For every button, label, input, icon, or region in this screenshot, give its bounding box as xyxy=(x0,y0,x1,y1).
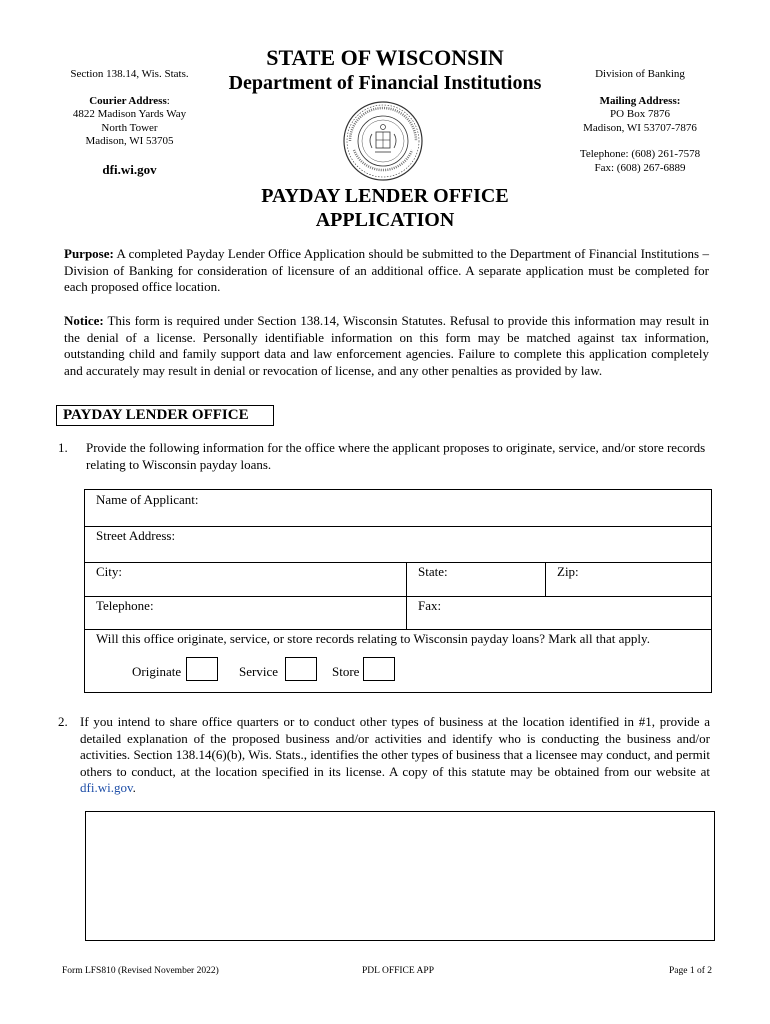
question-1-text: Provide the following information for the office where the applicant proposes to originate, service, and/or store records relating to Wisconsin payday loans. xyxy=(86,440,706,472)
telephone-text: Telephone: (608) 261-7578 xyxy=(579,148,701,160)
city-field[interactable] xyxy=(85,562,406,596)
question-2-text xyxy=(80,714,710,797)
question-number: 1. xyxy=(58,440,68,455)
purpose-text: A completed Payday Lender Office Application should be submitted to the Department of Financial Institutions – Division of Banking for consideration of licensure of an additional office. A separate application must be completed for each proposed office location. xyxy=(64,246,709,294)
purpose-label: Purpose: xyxy=(64,246,114,261)
form-title-line: PAYDAY LENDER OFFICE xyxy=(261,185,509,207)
courier-label: Courier Address xyxy=(89,94,167,107)
telephone-field[interactable] xyxy=(85,596,406,629)
form-title-line: APPLICATION xyxy=(315,209,455,231)
mailing-line: PO Box 7876 xyxy=(610,108,670,120)
street-address-field[interactable] xyxy=(85,526,711,562)
statute-reference: Section 138.14, Wis. Stats. xyxy=(70,68,189,80)
store-label: Store xyxy=(332,664,360,679)
field-label: Telephone: xyxy=(96,598,154,613)
office-info-table xyxy=(84,489,712,693)
fax-text: Fax: (608) 267-6889 xyxy=(594,161,686,174)
form-short-title: PDL OFFICE APP xyxy=(362,966,434,976)
section-header: PAYDAY LENDER OFFICE xyxy=(56,405,274,426)
notice-text: This form is required under Section 138.14, Wisconsin Statutes. Refusal to provide this information may result in the denial of a license. Personally identifiable information on this form may be matched against tax information, outstanding child and family support data and law enforcement agencies. Failure to complete this application completely and accurately may result in denial or revocation of license, and any other penalties as provided by law. xyxy=(64,313,709,378)
field-label: Zip: xyxy=(557,564,579,579)
field-label: State: xyxy=(418,564,448,579)
header-left xyxy=(62,68,197,176)
field-label: Fax: xyxy=(418,598,442,613)
form-id: Form LFS810 (Revised November 2022) xyxy=(62,966,219,976)
question-number: 2. xyxy=(58,714,68,729)
phone-row xyxy=(85,596,711,630)
service-checkbox[interactable] xyxy=(285,657,317,681)
name-row xyxy=(85,490,711,527)
records-question: Will this office originate, service, or store records relating to Wisconsin payday loans? Mark all that apply. xyxy=(96,631,650,646)
courier-line: North Tower xyxy=(101,121,158,134)
question-2-body: If you intend to share office quarters or to conduct other types of business at the location identified in #1, provide a detailed explanation of the proposed business and/or activities and identify who is conducting the business and/or activities. Section 138.14(6)(b), Wis. Stats., identifies the other types of business that a licensee may conduct, and permit others to conduct, at the location specified in its license. A copy of this statute may be obtained from our website at xyxy=(80,714,710,779)
mailing-line: Madison, WI 53707-7876 xyxy=(583,121,697,134)
courier-line: 4822 Madison Yards Way xyxy=(72,108,187,120)
purpose-paragraph xyxy=(64,246,709,296)
notice-paragraph xyxy=(64,313,709,379)
business-explanation-textarea[interactable] xyxy=(85,811,715,941)
question-2-end: . xyxy=(132,780,136,795)
field-label: City: xyxy=(96,564,123,579)
name-of-applicant-field[interactable] xyxy=(85,490,711,526)
website-link[interactable]: dfi.wi.gov xyxy=(80,780,133,795)
notice-label: Notice: xyxy=(64,313,104,328)
service-label: Service xyxy=(239,664,278,679)
state-seal-icon xyxy=(342,100,424,182)
zip-field[interactable] xyxy=(545,562,711,596)
website-text: dfi.wi.gov xyxy=(102,161,157,177)
department-title: Department of Financial Institutions xyxy=(228,72,542,94)
courier-address: Courier Address: 4822 Madison Yards Way North Tower Madison, WI 53705 xyxy=(62,95,197,149)
city-row xyxy=(85,562,711,597)
page-number: Page 1 of 2 xyxy=(668,966,712,976)
state-field[interactable] xyxy=(406,562,545,596)
field-label: Name of Applicant: xyxy=(96,492,199,507)
state-title: STATE OF WISCONSIN xyxy=(266,45,504,70)
originate-label: Originate xyxy=(132,664,182,679)
division-name: Division of Banking xyxy=(595,68,685,80)
header-right xyxy=(570,68,710,175)
courier-line: Madison, WI 53705 xyxy=(85,135,174,147)
originate-checkbox[interactable] xyxy=(186,657,218,681)
field-label: Street Address: xyxy=(96,528,176,543)
fax-field[interactable] xyxy=(406,596,711,629)
street-row xyxy=(85,526,711,563)
form-title xyxy=(200,184,570,232)
mailing-label: Mailing Address: xyxy=(599,94,681,107)
store-checkbox[interactable] xyxy=(363,657,395,681)
